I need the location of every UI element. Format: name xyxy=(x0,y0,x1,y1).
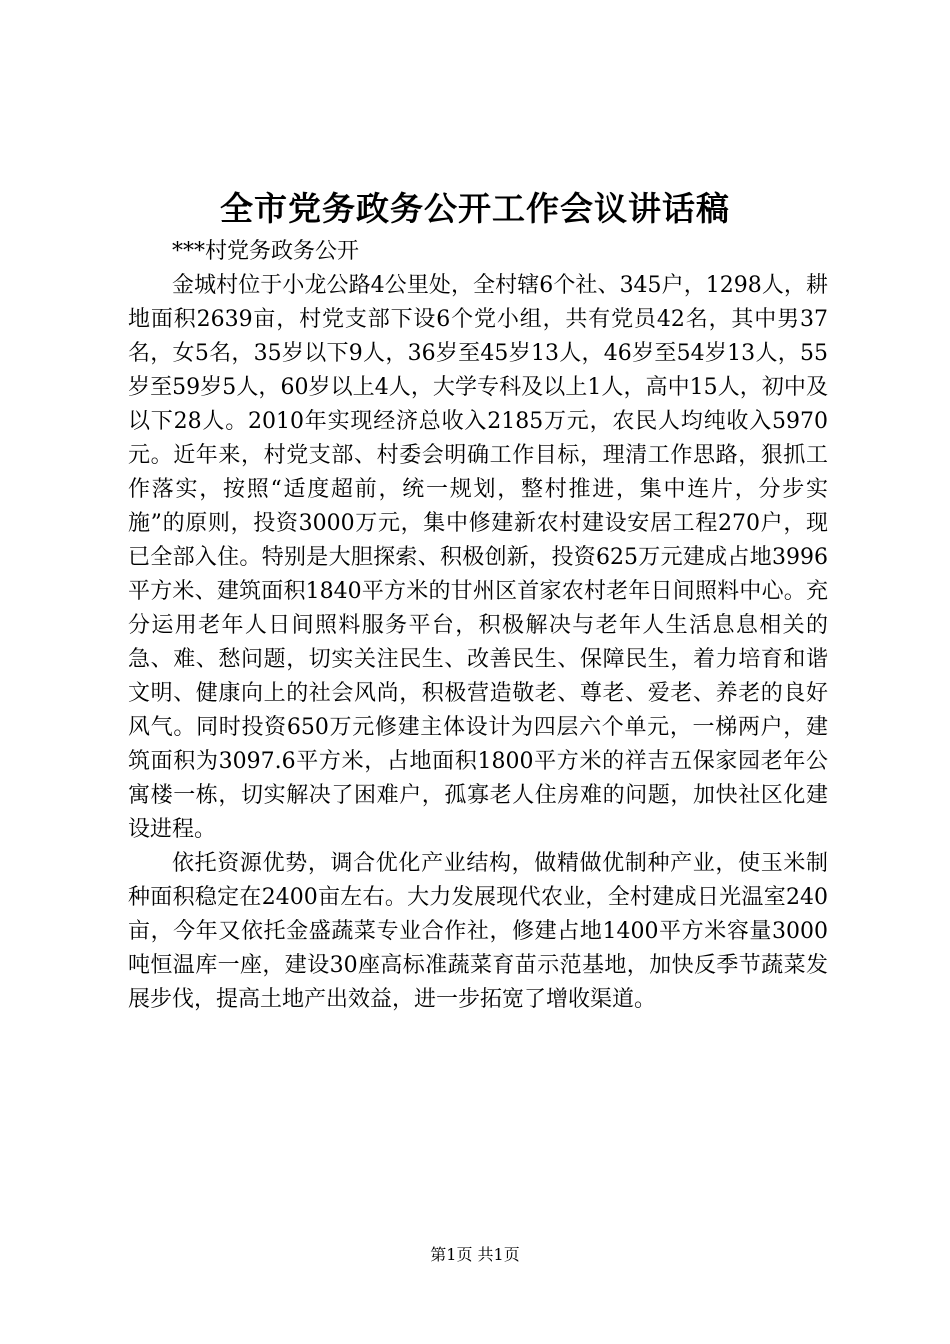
paragraph: 金城村位于小龙公路4公里处，全村辖6个社、345户，1298人，耕地面积2639亩，村党支部下设6个党小组，共有党员42名，其中男37名，女5名，35岁以下9人，36岁至45岁13人，46岁至54岁13人，55岁至59岁5人，60岁以上4人，大学专科及以上1人，高中15人，初中及以下28人。2010年实现经济总收入2185万元，农民人均纯收入5970元。近年来，村党支部、村委会明确工作目标，理清工作思路，狠抓工作落实，按照“适度超前，统一规划，整村推进，集中连片，分步实施”的原则，投资3000万元，集中修建新农村建设安居工程270户，现已全部入住。特别是大胆探索、积极创新，投资625万元建成占地3996平方米、建筑面积1840平方米的甘州区首家农村老年日间照料中心。充分运用老年人日间照料服务平台，积极解决与老年人生活息息相关的急、难、愁问题，切实关注民生、改善民生、保障民生，着力培育和谐文明、健康向上的社会风尚，积极营造敬老、尊老、爱老、养老的良好风气。同时投资650万元修建主体设计为四层六个单元，一梯两户，建筑面积为3097.6平方米，占地面积1800平方米的祥吉五保家园老年公寓楼一栋，切实解决了困难户，孤寡老人住房难的问题，加快社区化建设进程。 xyxy=(128,273,828,842)
document-subtitle: ***村党务政务公开 xyxy=(172,239,360,264)
document-title: 全市党务政务公开工作会议讲话稿 xyxy=(220,189,730,228)
paragraph: 依托资源优势，调合优化产业结构，做精做优制种产业，使玉米制种面积稳定在2400亩左右。大力发展现代农业，全村建成日光温室240亩，今年又依托金盛蔬菜专业合作社，修建占地1400平方米容量3000吨恒温库一座，建设30座高标准蔬菜育苗示范基地，加快反季节蔬菜发展步伐，提高土地产出效益，进一步拓宽了增收渠道。 xyxy=(128,851,828,1012)
page-number-footer: 第1页 共1页 xyxy=(430,1245,520,1264)
document-body xyxy=(128,235,828,1017)
